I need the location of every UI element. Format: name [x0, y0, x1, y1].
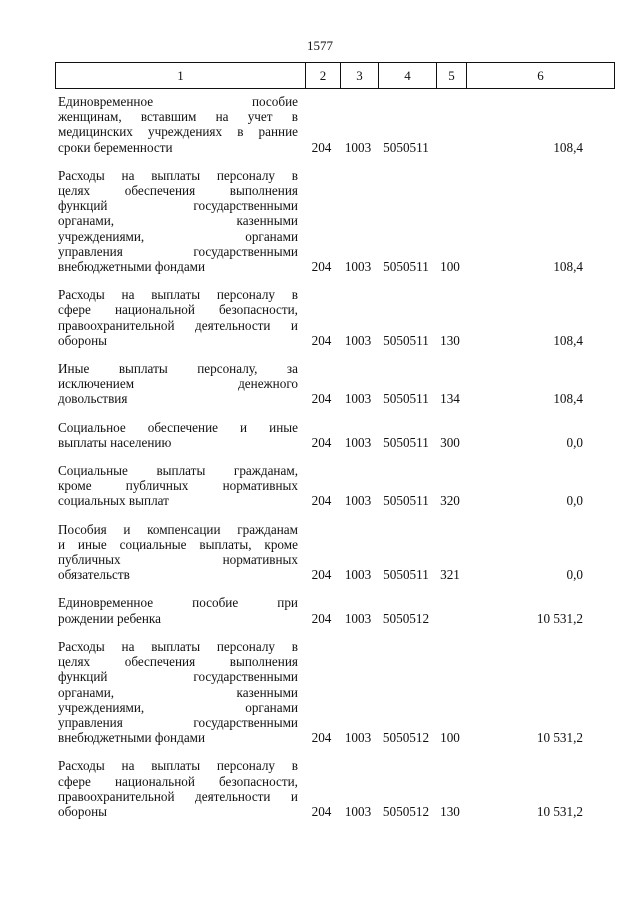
- description-line: Социальное обеспечение и иные: [58, 419, 298, 435]
- description-line: внебюджетными фондами: [58, 730, 206, 746]
- row-expense-type: 321: [440, 567, 460, 583]
- row-amount: 10 531,2: [536, 730, 583, 746]
- row-target: 5050512: [382, 610, 430, 626]
- row-description: [55, 463, 304, 509]
- description-line: целях обеспечения выполнения: [58, 654, 298, 670]
- description-line: социальных выплат: [58, 493, 169, 509]
- header-col-1: 1: [177, 67, 184, 83]
- row-amount: 0,0: [566, 493, 583, 509]
- row-rzpr: 204: [311, 610, 332, 626]
- description-line: медицинских учреждениях в ранние: [58, 124, 298, 140]
- table-row: [55, 758, 615, 819]
- description-line: правоохранительной деятельности и: [58, 788, 298, 804]
- row-description: [55, 522, 304, 583]
- description-line: публичных нормативных: [58, 552, 298, 568]
- row-amount: 108,4: [553, 139, 583, 155]
- table-row: [55, 639, 615, 745]
- description-line: Расходы на выплаты персоналу в: [58, 758, 298, 774]
- row-description: [55, 168, 304, 274]
- row-section: 1003: [344, 730, 372, 746]
- row-section: 1003: [344, 493, 372, 509]
- row-rzpr: 204: [311, 434, 332, 450]
- table-header: [55, 62, 615, 89]
- row-target: 5050511: [383, 139, 429, 155]
- description-line: сфере национальной безопасности,: [58, 302, 298, 318]
- header-col-5: 5: [436, 63, 466, 88]
- table-row: [55, 522, 615, 583]
- row-description: [55, 94, 304, 155]
- description-line: обязательств: [58, 567, 130, 583]
- row-expense-type: 134: [440, 391, 460, 407]
- description-line: целях обеспечения выполнения: [58, 183, 298, 199]
- row-expense-type: 130: [440, 803, 460, 819]
- row-amount: 108,4: [553, 391, 583, 407]
- description-line: Единовременное пособие при: [58, 595, 298, 611]
- description-line: органами, казенными: [58, 213, 298, 229]
- description-line: Иные выплаты персоналу, за: [58, 361, 298, 377]
- row-section: 1003: [344, 434, 372, 450]
- table-row: [55, 168, 615, 274]
- description-line: учреждениями, органами: [58, 228, 298, 244]
- description-line: кроме публичных нормативных: [58, 478, 298, 494]
- table-row: [55, 361, 615, 407]
- row-amount: 0,0: [566, 567, 583, 583]
- description-line: довольствия: [58, 391, 128, 407]
- row-section: 1003: [344, 259, 372, 275]
- row-description: [55, 758, 304, 819]
- description-line: выплаты населению: [58, 434, 172, 450]
- table-row: [55, 420, 615, 450]
- row-expense-type: 100: [440, 730, 460, 746]
- row-rzpr: 204: [311, 803, 332, 819]
- description-line: правоохранительной деятельности и: [58, 317, 298, 333]
- description-line: Расходы на выплаты персоналу в: [58, 167, 298, 183]
- row-rzpr: 204: [311, 391, 332, 407]
- row-amount: 0,0: [566, 434, 583, 450]
- description-line: сроки беременности: [58, 139, 173, 155]
- row-description: [55, 287, 304, 348]
- row-target: 5050512: [382, 803, 430, 819]
- table-row: [55, 94, 615, 155]
- description-line: обороны: [58, 803, 108, 819]
- row-amount: 10 531,2: [536, 610, 583, 626]
- row-amount: 108,4: [553, 259, 583, 275]
- row-target: 5050511: [383, 259, 429, 275]
- table-row: [55, 595, 615, 625]
- table-row: [55, 463, 615, 509]
- header-col-3: 3: [340, 63, 378, 88]
- row-rzpr: 204: [311, 259, 332, 275]
- description-line: Расходы на выплаты персоналу в: [58, 638, 298, 654]
- description-line: сфере национальной безопасности,: [58, 773, 298, 789]
- description-line: Единовременное пособие: [58, 94, 298, 109]
- row-expense-type: 100: [440, 259, 460, 275]
- row-description: [55, 361, 304, 407]
- row-target: 5050512: [382, 730, 430, 746]
- row-section: 1003: [344, 610, 372, 626]
- row-amount: 108,4: [553, 332, 583, 348]
- description-line: женщинам, вставшим на учет в: [58, 109, 298, 125]
- row-rzpr: 204: [311, 567, 332, 583]
- row-rzpr: 204: [311, 139, 332, 155]
- row-section: 1003: [344, 391, 372, 407]
- description-line: функций государственными: [58, 198, 298, 214]
- row-rzpr: 204: [311, 493, 332, 509]
- row-target: 5050511: [383, 332, 429, 348]
- row-expense-type: 130: [440, 332, 460, 348]
- description-line: и иные социальные выплаты, кроме: [58, 536, 298, 552]
- row-target: 5050511: [383, 567, 429, 583]
- row-section: 1003: [344, 803, 372, 819]
- description-line: управления государственными: [58, 243, 298, 259]
- header-col-6: 6: [466, 63, 614, 88]
- table-row: [55, 287, 615, 348]
- page-number: 1577: [307, 38, 333, 53]
- description-line: Пособия и компенсации гражданам: [58, 521, 298, 537]
- header-col-4: 4: [378, 63, 436, 88]
- row-description: [55, 639, 304, 745]
- description-line: Социальные выплаты гражданам,: [58, 463, 298, 479]
- description-line: органами, казенными: [58, 684, 298, 700]
- row-description: [55, 420, 304, 450]
- row-section: 1003: [344, 567, 372, 583]
- description-line: внебюджетными фондами: [58, 259, 206, 275]
- row-target: 5050511: [383, 391, 429, 407]
- row-section: 1003: [344, 332, 372, 348]
- row-rzpr: 204: [311, 332, 332, 348]
- row-target: 5050511: [383, 493, 429, 509]
- description-line: учреждениями, органами: [58, 699, 298, 715]
- description-line: функций государственными: [58, 669, 298, 685]
- row-rzpr: 204: [311, 730, 332, 746]
- row-description: [55, 595, 304, 625]
- header-col-2: 2: [305, 63, 340, 88]
- description-line: рождении ребенка: [58, 610, 161, 626]
- table-body: [55, 94, 615, 832]
- row-target: 5050511: [383, 434, 429, 450]
- row-expense-type: 300: [440, 434, 460, 450]
- row-section: 1003: [344, 139, 372, 155]
- row-amount: 10 531,2: [536, 803, 583, 819]
- row-expense-type: 320: [440, 493, 460, 509]
- description-line: Расходы на выплаты персоналу в: [58, 287, 298, 303]
- description-line: исключением денежного: [58, 376, 298, 392]
- description-line: обороны: [58, 332, 108, 348]
- description-line: управления государственными: [58, 714, 298, 730]
